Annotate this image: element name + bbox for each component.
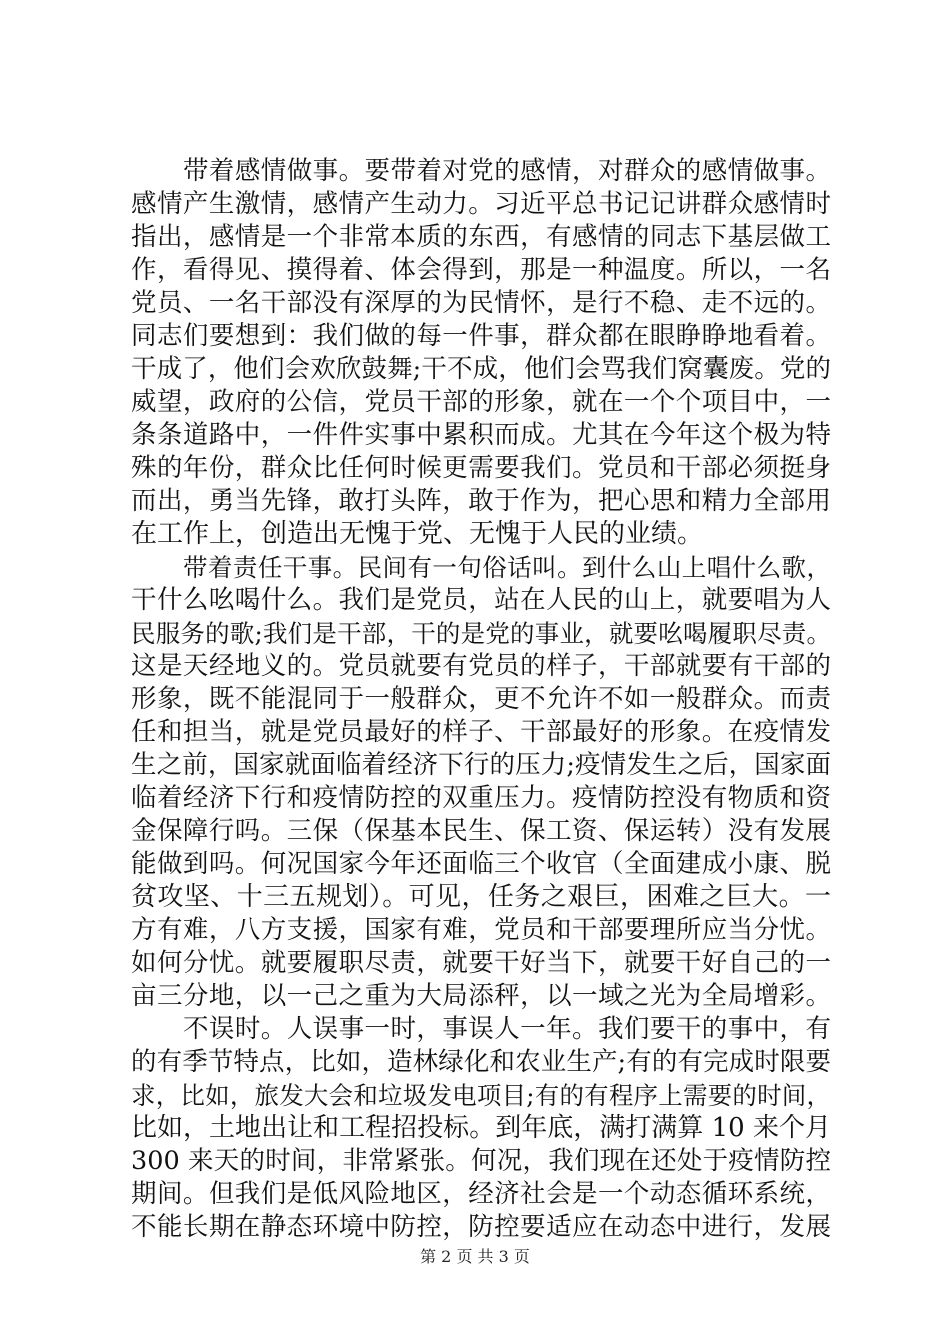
text-line: 干成了，他们会欢欣鼓舞;干不成，他们会骂我们窝囊废。党的: [131, 354, 831, 384]
text-line: 干什么吆喝什么。我们是党员，站在人民的山上，就要唱为人: [131, 585, 831, 615]
text-line: 如何分忧。就要履职尽责，就要干好当下，就要干好自己的一: [131, 948, 831, 978]
text-line: 指出，感情是一个非常本质的东西，有感情的同志下基层做工: [131, 222, 831, 252]
text-line: 带着责任干事。民间有一句俗话叫。到什么山上唱什么歌，: [183, 553, 831, 582]
text-line: 同志们要想到：我们做的每一件事，群众都在眼睁睁地看着。: [131, 321, 831, 351]
text-line: 作，看得见、摸得着、体会得到，那是一种温度。所以，一名: [131, 255, 831, 285]
text-line: 党员、一名干部没有深厚的为民情怀，是行不稳、走不远的。: [131, 288, 831, 318]
text-line: 带着感情做事。要带着对党的感情，对群众的感情做事。: [183, 156, 831, 186]
text-line: 方有难，八方支援，国家有难，党员和干部要理所应当分忧。: [131, 915, 831, 945]
text-line: 威望，政府的公信，党员干部的形象，就在一个个项目中，一: [131, 387, 831, 417]
text-line: 不误时。人误事一时，事误人一年。我们要干的事中，有: [183, 1014, 831, 1044]
text-line: 殊的年份，群众比任何时候更需要我们。党员和干部必须挺身: [131, 453, 831, 483]
text-line: 生之前，国家就面临着经济下行的压力;疫情发生之后，国家面: [131, 750, 831, 780]
text-line: 期间。但我们是低风险地区，经济社会是一个动态循环系统，: [131, 1179, 831, 1209]
text-line: 任和担当，就是党员最好的样子、干部最好的形象。在疫情发: [131, 717, 831, 747]
text-line: 这是天经地义的。党员就要有党员的样子，干部就要有干部的: [131, 651, 831, 681]
text-line: 亩三分地，以一己之重为大局添秤，以一域之光为全局增彩。: [131, 981, 831, 1011]
text-line: 求，比如，旅发大会和垃圾发电项目;有的有程序上需要的时间，: [131, 1081, 831, 1110]
text-line: 金保障行吗。三保（保基本民生、保工资、保运转）没有发展: [131, 816, 831, 846]
text-line: 形象，既不能混同于一般群众，更不允许不如一般群众。而责: [131, 684, 831, 714]
text-line: 条条道路中，一件件实事中累积而成。尤其在今年这个极为特: [131, 420, 831, 450]
text-line: 300 来天的时间，非常紧张。何况，我们现在还处于疫情防控: [131, 1146, 831, 1176]
text-line: 临着经济下行和疫情防控的双重压力。疫情防控没有物质和资: [131, 783, 831, 813]
text-line: 民服务的歌;我们是干部，干的是党的事业，就要吆喝履职尽责。: [131, 619, 831, 648]
text-line: 的有季节特点，比如，造林绿化和农业生产;有的有完成时限要: [131, 1047, 831, 1077]
text-line: 在工作上，创造出无愧于党、无愧于人民的业绩。: [131, 519, 704, 549]
text-line: 比如，土地出让和工程招投标。到年底，满打满算 10 来个月: [131, 1113, 831, 1143]
text-line: 而出，勇当先锋，敢打头阵，敢于作为，把心思和精力全部用: [131, 486, 831, 516]
text-line: 不能长期在静态环境中防控，防控要适应在动态中进行，发展: [131, 1212, 831, 1242]
text-line: 贫攻坚、十三五规划）。可见，任务之艰巨，困难之巨大。一: [131, 882, 831, 912]
text-line: 能做到吗。何况国家今年还面临三个收官（全面建成小康、脱: [131, 849, 831, 879]
document-body: [131, 155, 831, 1244]
text-line: 感情产生激情，感情产生动力。习近平总书记记讲群众感情时: [131, 189, 831, 219]
page-footer: 第 2 页 共 3 页: [420, 1247, 530, 1266]
